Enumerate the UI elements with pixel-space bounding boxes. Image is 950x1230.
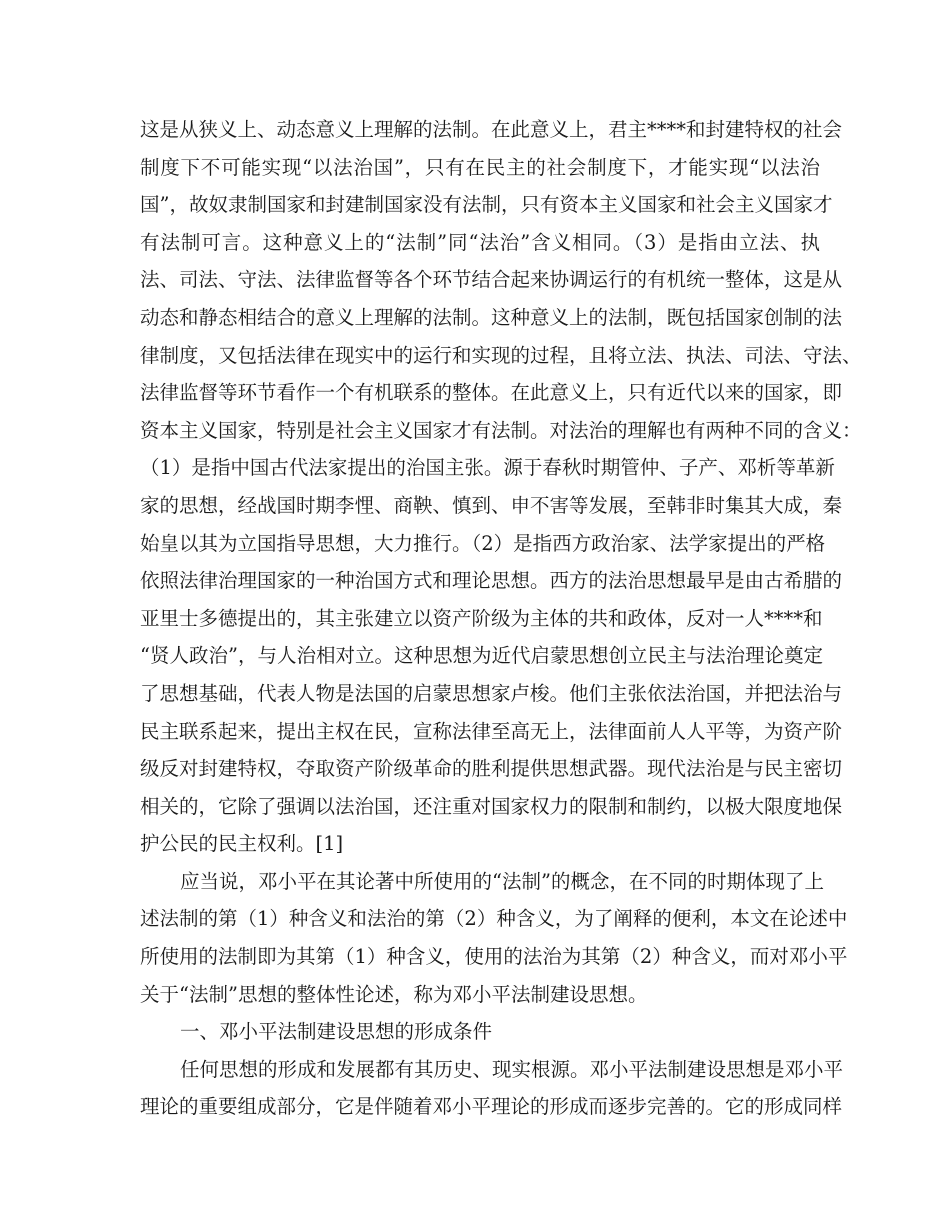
paragraph-line: 相关的，它除了强调以法治国，还注重对国家权力的限制和制约，以极大限度地保 bbox=[140, 794, 843, 818]
paragraph-line: 律制度，又包括法律在现实中的运行和实现的过程，且将立法、执法、司法、守法、 bbox=[140, 343, 862, 367]
paragraph-line: 始皇以其为立国指导思想，大力推行。（2）是指西方政治家、法学家提出的严格 bbox=[140, 531, 826, 555]
paragraph-2 bbox=[140, 863, 848, 1013]
document-body bbox=[140, 111, 862, 1126]
paragraph-line: 级反对封建特权，夺取资产阶级革命的胜利提供思想武器。现代法治是与民主密切 bbox=[140, 757, 843, 781]
paragraph-line: 任何思想的形成和发展都有其历史、现实根源。邓小平法制建设思想是邓小平 bbox=[180, 1057, 844, 1081]
paragraph-line: “贤人政治”，与人治相对立。这种思想为近代启蒙思想创立民主与法治理论奠定 bbox=[140, 644, 823, 668]
paragraph-line: 法律监督等环节看作一个有机联系的整体。在此意义上，只有近代以来的国家，即 bbox=[140, 381, 843, 405]
paragraph-line: 关于“法制”思想的整体性论述，称为邓小平法制建设思想。 bbox=[140, 982, 648, 1006]
paragraph-line: 这是从狭义上、动态意义上理解的法制。在此意义上，君主****和封建特权的社会 bbox=[140, 118, 843, 141]
paragraph-line: 法、司法、守法、法律监督等各个环节结合起来协调运行的有机统一整体，这是从 bbox=[140, 268, 843, 292]
paragraph-3 bbox=[140, 1051, 844, 1126]
paragraph-line: 有法制可言。这种意义上的“法制”同“法治”含义相同。（3）是指由立法、执 bbox=[140, 230, 820, 254]
paragraph-line: 制度下不可能实现“以法治国”，只有在民主的社会制度下，才能实现“以法治 bbox=[140, 155, 820, 179]
paragraph-line: 护公民的民主权利。[1] bbox=[140, 832, 344, 856]
paragraph-line: 应当说，邓小平在其论著中所使用的“法制”的概念，在不同的时期体现了上 bbox=[180, 869, 824, 893]
paragraph-line: 所使用的法制即为其第（1）种含义，使用的法治为其第（2）种含义，而对邓小平 bbox=[140, 945, 848, 969]
section-heading: 一、邓小平法制建设思想的形成条件 bbox=[180, 1020, 493, 1044]
paragraph-line: 亚里士多德提出的，其主张建立以资产阶级为主体的共和政体，反对一人****和 bbox=[140, 606, 823, 630]
paragraph-line: 了思想基础，代表人物是法国的启蒙思想家卢梭。他们主张依法治国，并把法治与 bbox=[140, 681, 843, 705]
paragraph-line: 依照法律治理国家的一种治国方式和理论思想。西方的法治思想最早是由古希腊的 bbox=[140, 569, 843, 593]
paragraph-line: 述法制的第（1）种含义和法治的第（2）种含义，为了阐释的便利，本文在论述中 bbox=[140, 907, 848, 931]
paragraph-line: 资本主义国家，特别是社会主义国家才有法制。对法治的理解也有两种不同的含义： bbox=[140, 418, 862, 442]
paragraph-line: 家的思想，经战国时期李悝、商鞅、慎到、申不害等发展，至韩非时集其大成，秦 bbox=[140, 493, 843, 517]
paragraph-1 bbox=[140, 111, 862, 863]
paragraph-line: （1）是指中国古代法家提出的治国主张。源于春秋时期管仲、子产、邓析等革新 bbox=[140, 456, 835, 480]
paragraph-line: 理论的重要组成部分，它是伴随着邓小平理论的形成而逐步完善的。它的形成同样 bbox=[140, 1095, 843, 1119]
paragraph-line: 国”，故奴隶制国家和封建制国家没有法制，只有资本主义国家和社会主义国家才 bbox=[140, 193, 833, 217]
paragraph-line: 民主联系起来，提出主权在民，宣称法律至高无上，法律面前人人平等，为资产阶 bbox=[140, 719, 843, 743]
paragraph-line: 动态和静态相结合的意义上理解的法制。这种意义上的法制，既包括国家创制的法 bbox=[140, 305, 843, 329]
